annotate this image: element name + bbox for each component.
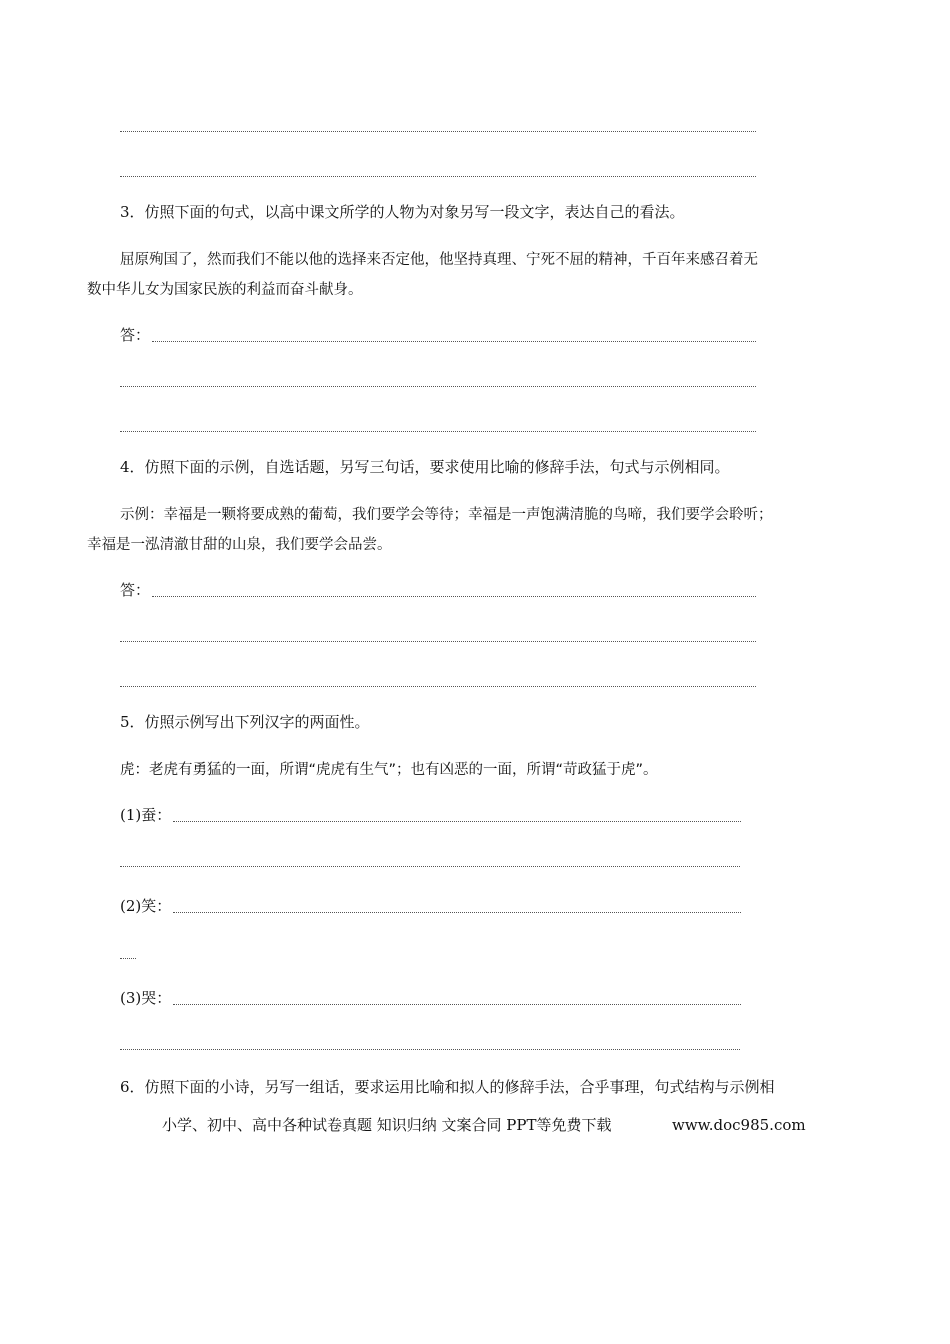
footer-text: 小学、初中、高中各种试卷真题 知识归纳 文案合同 PPT等免费下载 — [162, 1116, 612, 1134]
answer-line[interactable] — [173, 821, 741, 822]
question-5-item-3-label: (3)哭： — [120, 989, 172, 1007]
question-6-prompt: 6．仿照下面的小诗，另写一组话，要求运用比喻和拟人的修辞手法，合乎事理，句式结构与示例相 — [120, 1078, 775, 1096]
answer-line[interactable] — [120, 958, 136, 959]
question-3-example-line-1: 屈原殉国了，然而我们不能以他的选择来否定他，他坚持真理、宁死不屈的精神，千百年来感召着无 — [120, 252, 758, 268]
answer-line[interactable] — [120, 641, 756, 642]
footer-url[interactable]: www.doc985.com — [672, 1116, 806, 1134]
question-5-item-1-label: (1)蚕： — [120, 806, 172, 824]
question-3-answer-label: 答： — [120, 326, 151, 344]
answer-line[interactable] — [173, 1004, 741, 1005]
answer-line — [120, 176, 756, 177]
question-5-item-2-label: (2)笑： — [120, 897, 172, 915]
question-4-example-line-2: 幸福是一泓清澈甘甜的山泉，我们要学会品尝。 — [87, 537, 392, 553]
answer-line[interactable] — [173, 912, 741, 913]
question-4-prompt: 4．仿照下面的示例，自选话题，另写三句话，要求使用比喻的修辞手法，句式与示例相同。 — [120, 458, 730, 476]
answer-line[interactable] — [120, 866, 740, 867]
question-5-example: 虎：老虎有勇猛的一面，所谓“虎虎有生气”；也有凶恶的一面，所谓“苛政猛于虎”。 — [120, 762, 658, 778]
answer-line[interactable] — [152, 341, 756, 342]
question-4-example-line-1: 示例：幸福是一颗将要成熟的葡萄，我们要学会等待；幸福是一声饱满清脆的鸟啼，我们要学会聆听； — [120, 507, 773, 523]
question-3-example-line-2: 数中华儿女为国家民族的利益而奋斗献身。 — [87, 282, 363, 298]
question-5-prompt: 5．仿照示例写出下列汉字的两面性。 — [120, 713, 370, 731]
question-3-prompt: 3．仿照下面的句式，以高中课文所学的人物为对象另写一段文字，表达自己的看法。 — [120, 203, 685, 221]
answer-line[interactable] — [120, 386, 756, 387]
question-4-answer-label: 答： — [120, 581, 151, 599]
answer-line — [120, 131, 756, 132]
answer-line[interactable] — [120, 431, 756, 432]
answer-line[interactable] — [152, 596, 756, 597]
answer-line[interactable] — [120, 686, 756, 687]
answer-line[interactable] — [120, 1049, 740, 1050]
